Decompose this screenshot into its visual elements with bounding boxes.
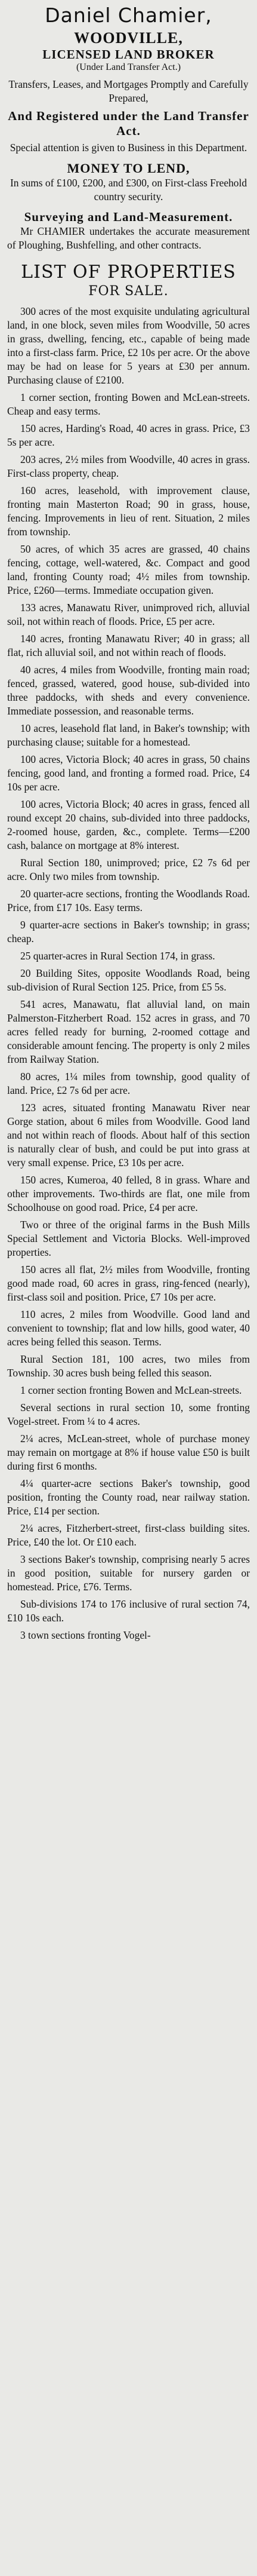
property-item: 150 acres all flat, 2½ miles from Woodville, fronting good made road, 60 acres in grass, ring-fenced (nearly), first-class soil and position. Price, £7 10s per acre. bbox=[7, 1264, 250, 1303]
property-item: 100 acres, Victoria Block; 40 acres in grass, 50 chains fencing, good land, and fronting a formed road. Price, £4 10s per acre. bbox=[7, 753, 250, 793]
list-heading: LIST OF PROPERTIES bbox=[21, 262, 236, 283]
property-item: 203 acres, 2½ miles from Woodville, 40 acres in grass. First-class property, cheap. bbox=[7, 453, 250, 479]
property-item: 1 corner section fronting Bowen and McLean-streets. bbox=[20, 1384, 242, 1396]
property-item: 80 acres, 1¼ miles from township, good quality of land. Price, £2 7s 6d per acre. bbox=[7, 1071, 250, 1096]
property-item: 2¼ acres, McLean-street, whole of purchase money may remain on mortgage at 8% if house value £50 is built during first 6 months. bbox=[7, 1433, 250, 1472]
property-item: 110 acres, 2 miles from Woodville. Good land and convenient to township; flat and low hills, good water, 40 acres being felled this season. Terms. bbox=[7, 1308, 250, 1348]
property-item: Several sections in rural section 10, some fronting Vogel-street. From ¼ to 4 acres. bbox=[7, 1402, 250, 1427]
property-item: 541 acres, Manawatu, flat alluvial land, on main Palmerston-Fitzherbert Road. 152 acres in grass, and 70 acres felled ready for burning, 2-roomed cottage and considerable amount fencing. The property is only 2 miles from Railway Station. bbox=[7, 998, 250, 1065]
property-item: 4¼ quarter-acre sections Baker's township, good position, fronting the County road, near railway station. Price, £14 per section. bbox=[7, 1477, 250, 1517]
place-heading: WOODVILLE, bbox=[74, 29, 183, 47]
property-item: Rural Section 181, 100 acres, two miles from Township. 30 acres bush being felled this season. bbox=[7, 1353, 250, 1379]
money-heading: MONEY TO LEND, bbox=[67, 161, 190, 176]
services-note: Special attention is given to Business in this Department. bbox=[10, 142, 247, 154]
services-text: Transfers, Leases, and Mortgages Promptly and Carefully Prepared, bbox=[8, 78, 249, 104]
property-item: 20 Building Sites, opposite Woodlands Road, being sub-division of Rural Section 125. Price, from £5 5s. bbox=[7, 967, 250, 993]
advertiser-name: Daniel Chamier, bbox=[45, 4, 212, 27]
property-item: 1 corner section, fronting Bowen and McLean-streets. Cheap and easy terms. bbox=[7, 391, 250, 417]
property-item: 3 sections Baker's township, comprising nearly 5 acres in good position, suitable for nursery garden or homestead. Price, £76. Terms. bbox=[7, 1553, 250, 1593]
surveying-text: Mr CHAMIER undertakes the accurate measurement of Ploughing, Bushfelling, and other contracts. bbox=[7, 225, 250, 251]
list-subheading: FOR SALE. bbox=[88, 284, 169, 299]
property-item: 123 acres, situated fronting Manawatu River near Gorge station, about 6 miles from Woodville. Good land and not within reach of floods. About half of this section is naturally clear of bush, and could be put into grass at very small expense. Price, £3 10s per acre. bbox=[7, 1102, 250, 1169]
property-item: 50 acres, of which 35 acres are grassed, 40 chains fencing, cottage, well-watered, &c. Compact and good land, fronting County road; 4½ miles from township. Price, £260—terms. Immediate occupation given. bbox=[7, 543, 250, 596]
services-heading: And Registered under the Land Transfer Act. bbox=[8, 109, 249, 138]
surveying-heading: Surveying and Land-Measurement. bbox=[24, 210, 233, 224]
property-item: Rural Section 180, unimproved; price, £2 7s 6d per acre. Only two miles from township. bbox=[7, 857, 250, 882]
business-title: LICENSED LAND BROKER bbox=[42, 47, 215, 62]
property-item: 140 acres, fronting Manawatu River; 40 in grass; all flat, rich alluvial soil, and not within reach of floods. bbox=[7, 633, 250, 658]
property-item: 133 acres, Manawatu River, unimproved rich, alluvial soil, not within reach of floods. Price, £5 per acre. bbox=[7, 602, 250, 627]
property-item: 160 acres, leasehold, with improvement clause, fronting main Masterton Road; 90 in grass, house, fencing. Improvements in lieu of rent. Situation, 2 miles from township. bbox=[7, 484, 250, 538]
property-item: 20 quarter-acre sections, fronting the Woodlands Road. Price, from £17 10s. Easy terms. bbox=[7, 888, 250, 913]
property-item: 9 quarter-acre sections in Baker's township; in grass; cheap. bbox=[7, 919, 250, 944]
business-subtitle: (Under Land Transfer Act.) bbox=[76, 62, 181, 72]
property-item: 300 acres of the most exquisite undulating agricultural land, in one block, seven miles from Woodville, 50 acres in grass, dwelling, fencing, etc., capable of being made into a first-class farm. Price, £2 10s per acre. Or the above may be had on lease for 5 years at £30 per annum. Purchasing clause of £2100. bbox=[7, 305, 250, 386]
property-item: Two or three of the original farms in the Bush Mills Special Settlement and Victoria Blocks. Well-improved properties. bbox=[7, 1219, 250, 1258]
property-item: Sub-divisions 174 to 176 inclusive of rural section 74, £10 10s each. bbox=[7, 1598, 250, 1624]
property-item: 150 acres, Kumeroa, 40 felled, 8 in grass. Whare and other improvements. Two-thirds are flat, one mile from Schoolhouse on good road. Price, £4 per acre. bbox=[7, 1174, 250, 1213]
property-item: 2¼ acres, Fitzherbert-street, first-class building sites. Price, £40 the lot. Or £10 each. bbox=[7, 1522, 250, 1548]
property-item: 25 quarter-acres in Rural Section 174, in grass. bbox=[20, 950, 215, 962]
property-item: 40 acres, 4 miles from Woodville, fronting main road; fenced, grassed, watered, good house, sub-divided into three paddocks, with sheds and every convenience. Immediate possession, and reasonable terms. bbox=[7, 664, 250, 717]
property-item: 150 acres, Harding's Road, 40 acres in grass. Price, £3 5s per acre. bbox=[7, 422, 250, 448]
property-item: 3 town sections fronting Vogel- bbox=[20, 1629, 151, 1641]
money-text: In sums of £100, £200, and £300, on First-class Freehold country security. bbox=[10, 177, 247, 203]
property-item: 100 acres, Victoria Block; 40 acres in grass, fenced all round except 20 chains, sub-divided into three paddocks, 2-roomed house, garden, &c., complete. Terms—£200 cash, balance on mortgage at 8% interest. bbox=[7, 798, 250, 851]
property-item: 10 acres, leasehold flat land, in Baker's township; with purchasing clause; suitable for a homestead. bbox=[7, 722, 250, 748]
